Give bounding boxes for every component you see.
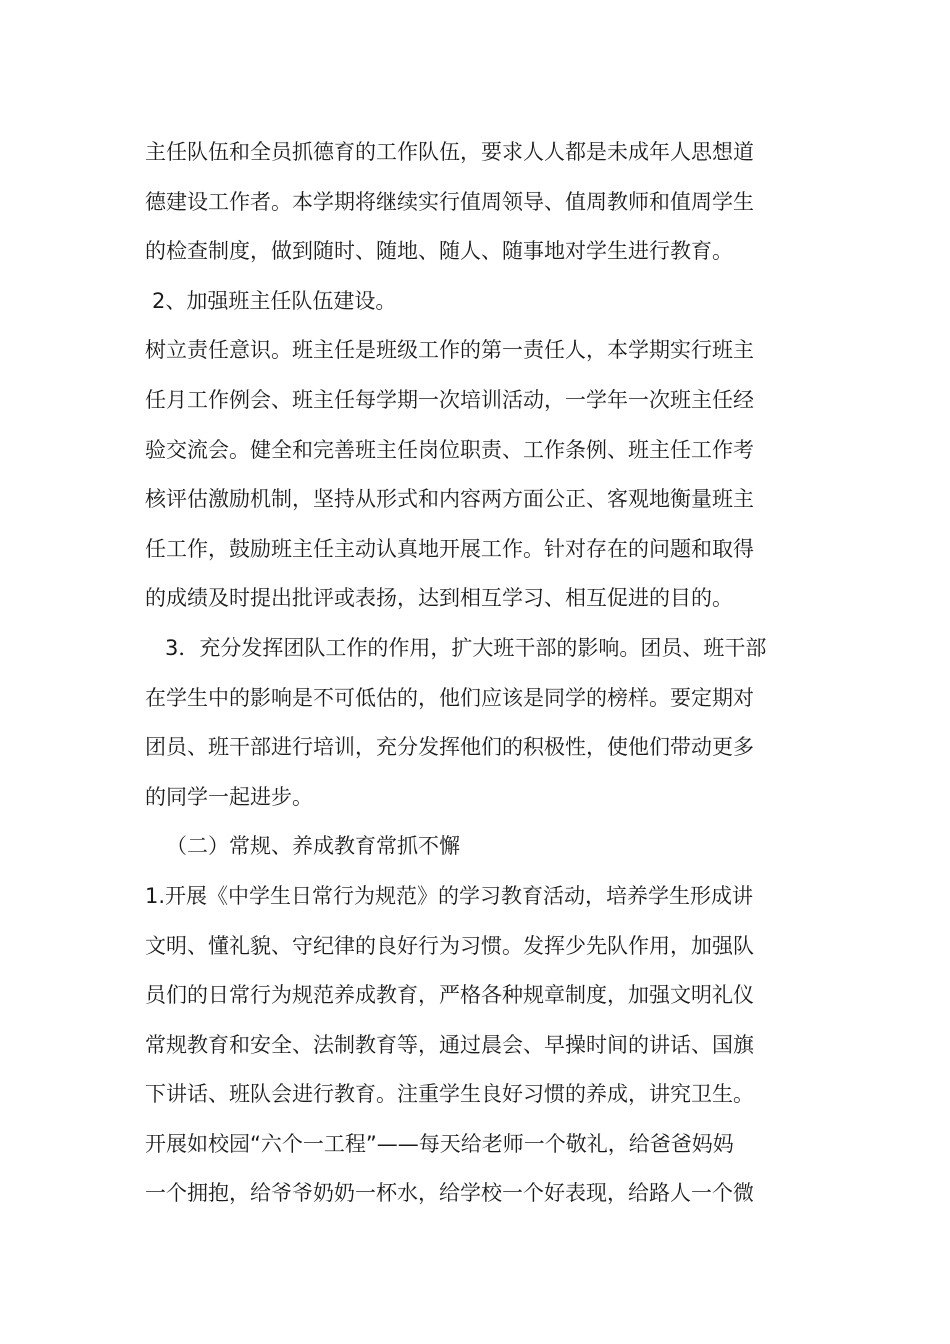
document-body <box>145 128 810 1219</box>
paragraph-line: 德建设工作者。本学期将继续实行值周领导、值周教师和值周学生 <box>145 189 754 214</box>
paragraph-line: 1.开展《中学生日常行为规范》的学习教育活动，培养学生形成讲 <box>145 883 754 908</box>
paragraph-line: 文明、懂礼貌、守纪律的良好行为习惯。发挥少先队作用，加强队 <box>145 933 754 958</box>
paragraph-line: 常规教育和安全、法制教育等，通过晨会、早操时间的讲话、国旗 <box>145 1032 754 1057</box>
section-heading: （二）常规、养成教育常抓不懈 <box>166 834 460 859</box>
paragraph-line: 团员、班干部进行培训，充分发挥他们的积极性，使他们带动更多 <box>145 735 754 760</box>
paragraph-line: 验交流会。健全和完善班主任岗位职责、工作条例、班主任工作考 <box>145 437 754 462</box>
section-heading: 2、加强班主任队伍建设。 <box>152 288 397 313</box>
paragraph-line: 3．充分发挥团队工作的作用，扩大班干部的影响。团员、班干部 <box>165 635 767 660</box>
paragraph-line: 在学生中的影响是不可低估的，他们应该是同学的榜样。要定期对 <box>145 685 754 710</box>
paragraph-line: 开展如校园“六个一工程”——每天给老师一个敬礼，给爸爸妈妈 <box>145 1131 734 1156</box>
paragraph-line: 一个拥抱，给爷爷奶奶一杯水，给学校一个好表现，给路人一个微 <box>145 1181 754 1206</box>
paragraph-line: 任月工作例会、班主任每学期一次培训活动，一学年一次班主任经 <box>145 387 754 412</box>
paragraph-line: 的同学一起进步。 <box>145 784 313 809</box>
paragraph-line: 主任队伍和全员抓德育的工作队伍，要求人人都是未成年人思想道 <box>145 140 754 164</box>
paragraph-line: 的成绩及时提出批评或表扬，达到相互学习、相互促进的目的。 <box>145 586 733 611</box>
paragraph-line: 的检查制度，做到随时、随地、随人、随事地对学生进行教育。 <box>145 239 733 264</box>
paragraph-line: 任工作，鼓励班主任主动认真地开展工作。针对存在的问题和取得 <box>145 536 754 561</box>
paragraph-line: 员们的日常行为规范养成教育，严格各种规章制度，加强文明礼仪 <box>145 983 754 1008</box>
paragraph-line: 核评估激励机制，坚持从形式和内容两方面公正、客观地衡量班主 <box>145 487 754 512</box>
paragraph-line: 下讲话、班队会进行教育。注重学生良好习惯的养成，讲究卫生。 <box>145 1082 754 1107</box>
paragraph-line: 树立责任意识。班主任是班级工作的第一责任人，本学期实行班主 <box>145 338 754 363</box>
